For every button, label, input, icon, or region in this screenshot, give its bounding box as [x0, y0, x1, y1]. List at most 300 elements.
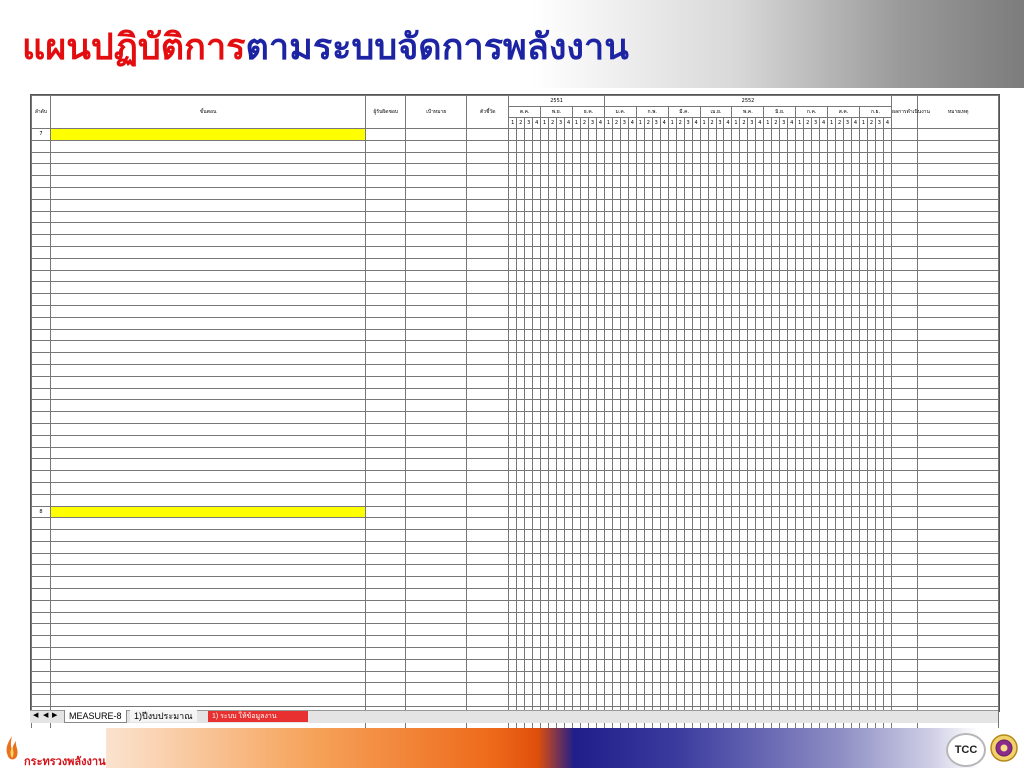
table-cell[interactable] [684, 270, 692, 282]
table-cell[interactable] [772, 471, 780, 483]
table-cell[interactable] [844, 683, 852, 695]
table-cell[interactable] [828, 376, 836, 388]
table-cell[interactable] [875, 400, 883, 412]
table-cell[interactable] [588, 636, 596, 648]
table-cell[interactable] [732, 482, 740, 494]
table-cell[interactable] [50, 164, 365, 176]
table-cell[interactable] [660, 140, 668, 152]
table-cell[interactable] [892, 435, 918, 447]
table-cell[interactable] [780, 246, 788, 258]
table-cell[interactable] [796, 258, 804, 270]
table-cell[interactable] [588, 353, 596, 365]
table-cell[interactable] [764, 624, 772, 636]
table-cell[interactable] [748, 518, 756, 530]
table-cell[interactable] [748, 246, 756, 258]
table-cell[interactable] [708, 447, 716, 459]
table-cell[interactable] [684, 305, 692, 317]
table-cell[interactable] [676, 423, 684, 435]
table-cell[interactable] [812, 541, 820, 553]
table-cell[interactable] [692, 565, 700, 577]
table-cell[interactable] [676, 353, 684, 365]
table-cell[interactable] [541, 447, 549, 459]
table-cell[interactable] [533, 612, 541, 624]
table-cell[interactable] [804, 129, 812, 141]
table-cell[interactable] [780, 553, 788, 565]
table-cell[interactable] [565, 164, 573, 176]
table-cell[interactable] [549, 305, 557, 317]
table-cell[interactable] [50, 600, 365, 612]
table-cell[interactable] [557, 494, 565, 506]
table-cell[interactable] [764, 648, 772, 660]
table-cell[interactable] [716, 152, 724, 164]
table-cell[interactable] [692, 471, 700, 483]
table-cell[interactable] [740, 388, 748, 400]
table-cell[interactable] [525, 164, 533, 176]
table-cell[interactable] [918, 423, 999, 435]
table-cell[interactable] [636, 129, 644, 141]
table-cell[interactable] [788, 459, 796, 471]
table-cell[interactable] [812, 258, 820, 270]
table-cell[interactable] [756, 695, 764, 707]
table-cell[interactable] [828, 541, 836, 553]
table-cell[interactable] [716, 246, 724, 258]
table-cell[interactable] [525, 246, 533, 258]
table-cell[interactable] [820, 258, 828, 270]
table-cell[interactable] [406, 518, 467, 530]
table-cell[interactable] [875, 600, 883, 612]
table-cell[interactable] [406, 199, 467, 211]
table-cell[interactable] [366, 187, 406, 199]
table-cell[interactable] [875, 294, 883, 306]
table-cell[interactable] [918, 447, 999, 459]
table-cell[interactable] [859, 223, 867, 235]
table-cell[interactable] [740, 246, 748, 258]
table-cell[interactable] [724, 447, 732, 459]
table-cell[interactable] [565, 341, 573, 353]
table-cell[interactable] [50, 258, 365, 270]
table-cell[interactable] [867, 659, 875, 671]
table-cell[interactable] [525, 341, 533, 353]
table-cell[interactable] [844, 423, 852, 435]
table-cell[interactable] [676, 459, 684, 471]
table-cell[interactable] [628, 565, 636, 577]
table-cell[interactable] [565, 223, 573, 235]
table-cell[interactable] [700, 282, 708, 294]
table-cell[interactable] [596, 471, 604, 483]
table-cell[interactable] [796, 447, 804, 459]
table-cell[interactable] [859, 199, 867, 211]
table-cell[interactable] [918, 388, 999, 400]
table-cell[interactable] [796, 589, 804, 601]
table-cell[interactable] [716, 140, 724, 152]
table-cell[interactable] [804, 482, 812, 494]
table-cell[interactable] [875, 282, 883, 294]
table-cell[interactable] [620, 471, 628, 483]
table-cell[interactable] [700, 482, 708, 494]
table-cell[interactable] [844, 624, 852, 636]
table-cell[interactable] [549, 129, 557, 141]
table-cell[interactable] [660, 624, 668, 636]
table-cell[interactable] [692, 423, 700, 435]
table-cell[interactable] [676, 211, 684, 223]
table-cell[interactable] [596, 353, 604, 365]
table-cell[interactable] [692, 494, 700, 506]
table-cell[interactable] [596, 541, 604, 553]
table-cell[interactable] [50, 353, 365, 365]
table-cell[interactable] [676, 152, 684, 164]
table-cell[interactable] [772, 246, 780, 258]
table-cell[interactable] [740, 541, 748, 553]
table-cell[interactable] [596, 258, 604, 270]
table-cell[interactable] [780, 435, 788, 447]
table-cell[interactable] [716, 553, 724, 565]
table-cell[interactable] [549, 223, 557, 235]
table-cell[interactable] [366, 246, 406, 258]
table-cell[interactable] [867, 506, 875, 518]
table-cell[interactable] [406, 211, 467, 223]
table-cell[interactable] [573, 282, 581, 294]
table-cell[interactable] [588, 187, 596, 199]
table-cell[interactable] [32, 199, 51, 211]
table-cell[interactable] [565, 494, 573, 506]
table-cell[interactable] [366, 541, 406, 553]
table-cell[interactable] [875, 211, 883, 223]
table-cell[interactable] [796, 695, 804, 707]
table-cell[interactable] [692, 246, 700, 258]
table-cell[interactable] [780, 388, 788, 400]
table-cell[interactable] [764, 435, 772, 447]
table-cell[interactable] [828, 341, 836, 353]
table-cell[interactable] [604, 695, 612, 707]
table-cell[interactable] [732, 305, 740, 317]
table-cell[interactable] [684, 246, 692, 258]
table-cell[interactable] [796, 305, 804, 317]
table-cell[interactable] [740, 176, 748, 188]
table-cell[interactable] [517, 235, 525, 247]
table-cell[interactable] [644, 140, 652, 152]
table-cell[interactable] [573, 235, 581, 247]
table-cell[interactable] [509, 329, 517, 341]
table-cell[interactable] [804, 140, 812, 152]
table-cell[interactable] [565, 152, 573, 164]
table-cell[interactable] [700, 494, 708, 506]
table-cell[interactable] [764, 246, 772, 258]
table-cell[interactable] [596, 423, 604, 435]
table-cell[interactable] [467, 235, 509, 247]
table-cell[interactable] [692, 329, 700, 341]
table-cell[interactable] [700, 624, 708, 636]
table-cell[interactable] [467, 659, 509, 671]
table-cell[interactable] [549, 412, 557, 424]
table-cell[interactable] [716, 353, 724, 365]
table-cell[interactable] [668, 317, 676, 329]
table-cell[interactable] [620, 530, 628, 542]
table-cell[interactable] [509, 636, 517, 648]
table-cell[interactable] [549, 317, 557, 329]
table-cell[interactable] [406, 317, 467, 329]
table-cell[interactable] [660, 482, 668, 494]
table-cell[interactable] [509, 211, 517, 223]
table-cell[interactable] [716, 400, 724, 412]
table-cell[interactable] [748, 270, 756, 282]
table-cell[interactable] [644, 258, 652, 270]
table-cell[interactable] [700, 423, 708, 435]
table-cell[interactable] [820, 659, 828, 671]
table-cell[interactable] [620, 223, 628, 235]
table-cell[interactable] [596, 412, 604, 424]
table-cell[interactable] [32, 246, 51, 258]
table-cell[interactable] [676, 447, 684, 459]
table-cell[interactable] [604, 648, 612, 660]
table-cell[interactable] [918, 589, 999, 601]
table-cell[interactable] [628, 471, 636, 483]
table-cell[interactable] [580, 294, 588, 306]
table-cell[interactable] [668, 683, 676, 695]
table-cell[interactable] [533, 223, 541, 235]
table-cell[interactable] [50, 376, 365, 388]
table-cell[interactable] [918, 695, 999, 707]
table-cell[interactable] [716, 211, 724, 223]
table-cell[interactable] [724, 577, 732, 589]
table-cell[interactable] [620, 589, 628, 601]
table-cell[interactable] [557, 435, 565, 447]
table-cell[interactable] [467, 364, 509, 376]
table-cell[interactable] [892, 329, 918, 341]
table-cell[interactable] [644, 294, 652, 306]
table-cell[interactable] [50, 459, 365, 471]
table-cell[interactable] [509, 589, 517, 601]
table-cell[interactable] [883, 600, 891, 612]
table-cell[interactable] [549, 353, 557, 365]
table-cell[interactable] [700, 412, 708, 424]
table-cell[interactable] [596, 659, 604, 671]
table-cell[interactable] [573, 471, 581, 483]
table-cell[interactable] [892, 152, 918, 164]
table-cell[interactable] [573, 671, 581, 683]
table-cell[interactable] [612, 317, 620, 329]
table-cell[interactable] [772, 353, 780, 365]
table-cell[interactable] [764, 364, 772, 376]
table-cell[interactable] [628, 305, 636, 317]
table-cell[interactable] [684, 152, 692, 164]
table-cell[interactable] [867, 282, 875, 294]
table-cell[interactable] [612, 223, 620, 235]
table-cell[interactable] [772, 223, 780, 235]
table-cell[interactable] [836, 471, 844, 483]
table-cell[interactable] [692, 435, 700, 447]
table-cell[interactable] [828, 577, 836, 589]
table-cell[interactable] [844, 671, 852, 683]
table-cell[interactable] [644, 211, 652, 223]
table-cell[interactable] [509, 565, 517, 577]
table-cell[interactable] [573, 423, 581, 435]
table-cell[interactable] [406, 482, 467, 494]
table-cell[interactable] [612, 541, 620, 553]
table-cell[interactable] [525, 364, 533, 376]
table-cell[interactable] [525, 482, 533, 494]
table-cell[interactable] [851, 388, 859, 400]
table-cell[interactable] [557, 530, 565, 542]
table-cell[interactable] [549, 577, 557, 589]
table-cell[interactable] [676, 400, 684, 412]
table-cell[interactable] [652, 282, 660, 294]
table-cell[interactable] [820, 577, 828, 589]
table-cell[interactable] [50, 671, 365, 683]
table-cell[interactable] [668, 671, 676, 683]
table-cell[interactable] [820, 223, 828, 235]
table-cell[interactable] [612, 270, 620, 282]
table-cell[interactable] [517, 305, 525, 317]
table-cell[interactable] [867, 518, 875, 530]
table-cell[interactable] [918, 671, 999, 683]
table-cell[interactable] [676, 577, 684, 589]
table-cell[interactable] [804, 152, 812, 164]
table-cell[interactable] [756, 152, 764, 164]
table-cell[interactable] [565, 600, 573, 612]
table-cell[interactable] [588, 305, 596, 317]
table-cell[interactable] [804, 648, 812, 660]
table-cell[interactable] [557, 659, 565, 671]
table-cell[interactable] [828, 494, 836, 506]
table-cell[interactable] [580, 199, 588, 211]
table-cell[interactable] [748, 530, 756, 542]
table-cell[interactable] [636, 636, 644, 648]
table-cell[interactable] [756, 648, 764, 660]
table-cell[interactable] [796, 471, 804, 483]
table-cell[interactable] [612, 683, 620, 695]
table-cell[interactable] [604, 541, 612, 553]
table-cell[interactable] [467, 471, 509, 483]
table-cell[interactable] [828, 211, 836, 223]
table-cell[interactable] [525, 683, 533, 695]
table-cell[interactable] [844, 565, 852, 577]
table-cell[interactable] [660, 400, 668, 412]
table-cell[interactable] [676, 659, 684, 671]
table-cell[interactable] [32, 518, 51, 530]
table-cell[interactable] [700, 400, 708, 412]
table-cell[interactable] [573, 329, 581, 341]
table-cell[interactable] [918, 518, 999, 530]
table-cell[interactable] [604, 317, 612, 329]
table-cell[interactable] [748, 494, 756, 506]
table-cell[interactable] [573, 246, 581, 258]
table-cell[interactable] [517, 282, 525, 294]
table-cell[interactable] [883, 506, 891, 518]
table-cell[interactable] [796, 612, 804, 624]
table-cell[interactable] [565, 317, 573, 329]
table-cell[interactable] [604, 282, 612, 294]
table-cell[interactable] [541, 199, 549, 211]
table-cell[interactable] [875, 683, 883, 695]
table-cell[interactable] [883, 636, 891, 648]
table-cell[interactable] [549, 459, 557, 471]
table-cell[interactable] [700, 329, 708, 341]
table-cell[interactable] [676, 246, 684, 258]
table-cell[interactable] [692, 129, 700, 141]
table-cell[interactable] [820, 353, 828, 365]
table-cell[interactable] [620, 541, 628, 553]
table-cell[interactable] [676, 435, 684, 447]
table-cell[interactable] [716, 235, 724, 247]
table-cell[interactable] [918, 211, 999, 223]
table-cell[interactable] [780, 624, 788, 636]
table-cell[interactable] [525, 235, 533, 247]
table-cell[interactable] [406, 329, 467, 341]
table-cell[interactable] [541, 140, 549, 152]
table-cell[interactable] [788, 435, 796, 447]
table-cell[interactable] [604, 482, 612, 494]
table-cell[interactable] [32, 152, 51, 164]
table-cell[interactable] [636, 187, 644, 199]
table-cell[interactable] [684, 471, 692, 483]
table-cell[interactable] [612, 140, 620, 152]
sheet-tab-measure[interactable]: MEASURE-8 [64, 710, 127, 723]
table-cell[interactable] [700, 612, 708, 624]
table-cell[interactable] [668, 636, 676, 648]
table-cell[interactable] [652, 152, 660, 164]
table-cell[interactable] [32, 577, 51, 589]
table-cell[interactable] [748, 353, 756, 365]
table-cell[interactable] [549, 447, 557, 459]
table-cell[interactable] [644, 223, 652, 235]
table-cell[interactable] [772, 671, 780, 683]
table-cell[interactable] [764, 459, 772, 471]
table-cell[interactable] [732, 506, 740, 518]
table-cell[interactable] [644, 577, 652, 589]
table-cell[interactable] [596, 648, 604, 660]
table-cell[interactable] [557, 129, 565, 141]
table-cell[interactable] [812, 471, 820, 483]
table-cell[interactable] [565, 329, 573, 341]
table-cell[interactable] [828, 270, 836, 282]
table-cell[interactable] [533, 506, 541, 518]
table-cell[interactable] [700, 235, 708, 247]
table-cell[interactable] [557, 140, 565, 152]
table-cell[interactable] [867, 211, 875, 223]
table-cell[interactable] [668, 695, 676, 707]
table-cell[interactable] [836, 423, 844, 435]
table-cell[interactable] [892, 199, 918, 211]
table-cell[interactable] [604, 235, 612, 247]
table-cell[interactable] [565, 636, 573, 648]
table-cell[interactable] [692, 223, 700, 235]
table-cell[interactable] [541, 235, 549, 247]
table-cell[interactable] [804, 164, 812, 176]
table-cell[interactable] [740, 459, 748, 471]
table-cell[interactable] [875, 435, 883, 447]
table-cell[interactable] [732, 211, 740, 223]
table-cell[interactable] [836, 329, 844, 341]
table-cell[interactable] [700, 447, 708, 459]
table-cell[interactable] [732, 282, 740, 294]
table-cell[interactable] [660, 659, 668, 671]
table-cell[interactable] [676, 624, 684, 636]
table-cell[interactable] [533, 140, 541, 152]
table-cell[interactable] [644, 471, 652, 483]
table-cell[interactable] [867, 435, 875, 447]
table-cell[interactable] [644, 482, 652, 494]
table-cell[interactable] [828, 412, 836, 424]
table-cell[interactable] [533, 353, 541, 365]
table-cell[interactable] [812, 246, 820, 258]
table-cell[interactable] [565, 695, 573, 707]
table-cell[interactable] [732, 600, 740, 612]
table-cell[interactable] [549, 683, 557, 695]
table-cell[interactable] [580, 447, 588, 459]
table-cell[interactable] [533, 412, 541, 424]
table-cell[interactable] [820, 671, 828, 683]
table-cell[interactable] [700, 246, 708, 258]
